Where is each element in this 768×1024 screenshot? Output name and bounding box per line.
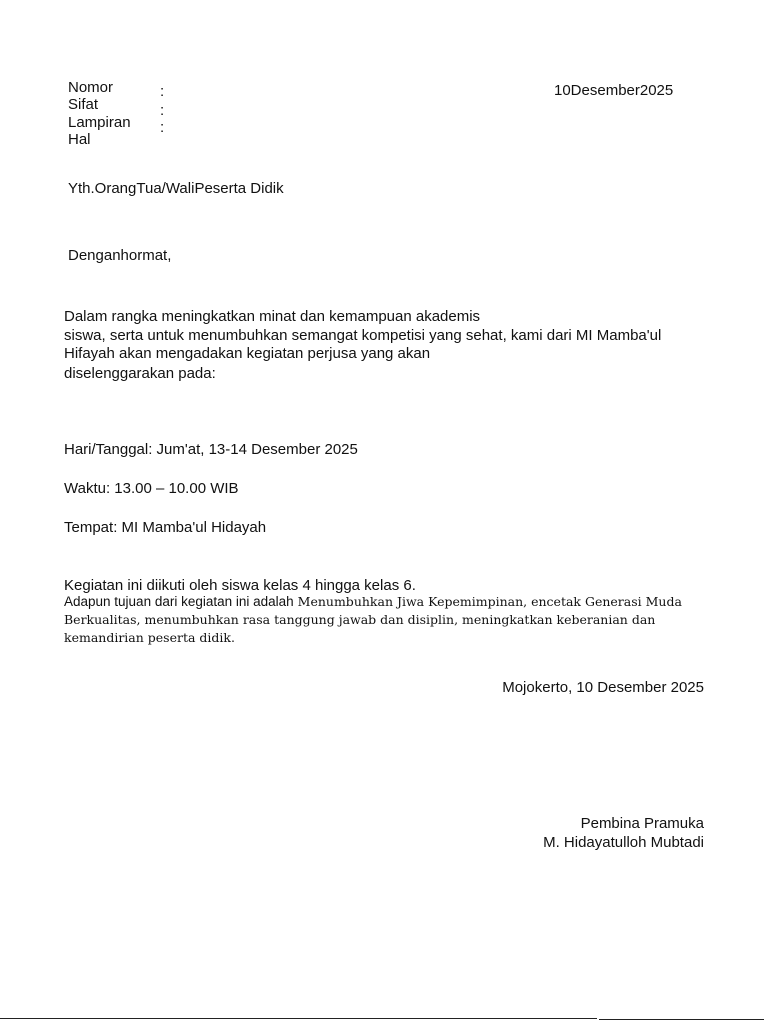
signature-name: M. Hidayatulloh Mubtadi — [543, 834, 704, 851]
label-sifat: Sifat — [68, 96, 99, 113]
label-nomor: Nomor — [68, 79, 114, 96]
purpose-rest: Menumbuhkan Jiwa Kepemimpinan, encetak Generasi Muda — [293, 594, 682, 609]
intro-line-2: siswa, serta untuk menumbuhkan semangat kompetisi yang sehat, kami dari MI Mamba'ul — [64, 327, 662, 344]
bottom-rule-right — [599, 1019, 764, 1020]
label-hal: Hal — [68, 131, 91, 148]
bottom-rule-left — [0, 1018, 597, 1019]
purpose-line-1 — [64, 593, 682, 611]
detail-date: Hari/Tanggal: Jum'at, 13-14 Desember 2025 — [64, 441, 358, 458]
intro-line-1: Dalam rangka meningkatkan minat dan kemampuan akademis — [64, 308, 481, 325]
place-date: Mojokerto, 10 Desember 2025 — [502, 679, 704, 696]
detail-time: Waktu: 13.00 – 10.00 WIB — [64, 480, 239, 497]
purpose-line-2: Berkualitas, menumbuhkan rasa tanggung jawab dan disiplin, meningkatkan keberanian dan — [64, 612, 656, 627]
colon-sifat: : — [160, 102, 165, 119]
recipient: Yth.OrangTua/WaliPeserta Didik — [68, 180, 284, 197]
purpose-lead: Adapun tujuan dari kegiatan ini adalah — [64, 594, 294, 609]
intro-line-3: Hifayah akan mengadakan kegiatan perjusa yang akan — [64, 345, 431, 362]
colon-nomor: : — [160, 83, 165, 100]
detail-place: Tempat: MI Mamba'ul Hidayah — [64, 519, 267, 536]
greeting: Denganhormat, — [68, 247, 172, 264]
purpose-line-3: kemandirian peserta didik. — [64, 630, 235, 645]
participants: Kegiatan ini diikuti oleh siswa kelas 4 hingga kelas 6. — [64, 577, 416, 594]
signature-title: Pembina Pramuka — [580, 815, 704, 832]
intro-line-4: diselenggarakan pada: — [64, 365, 216, 382]
letter-date: 10Desember2025 — [554, 82, 674, 99]
label-lampiran: Lampiran — [68, 114, 131, 131]
colon-lampiran: : — [160, 119, 165, 136]
